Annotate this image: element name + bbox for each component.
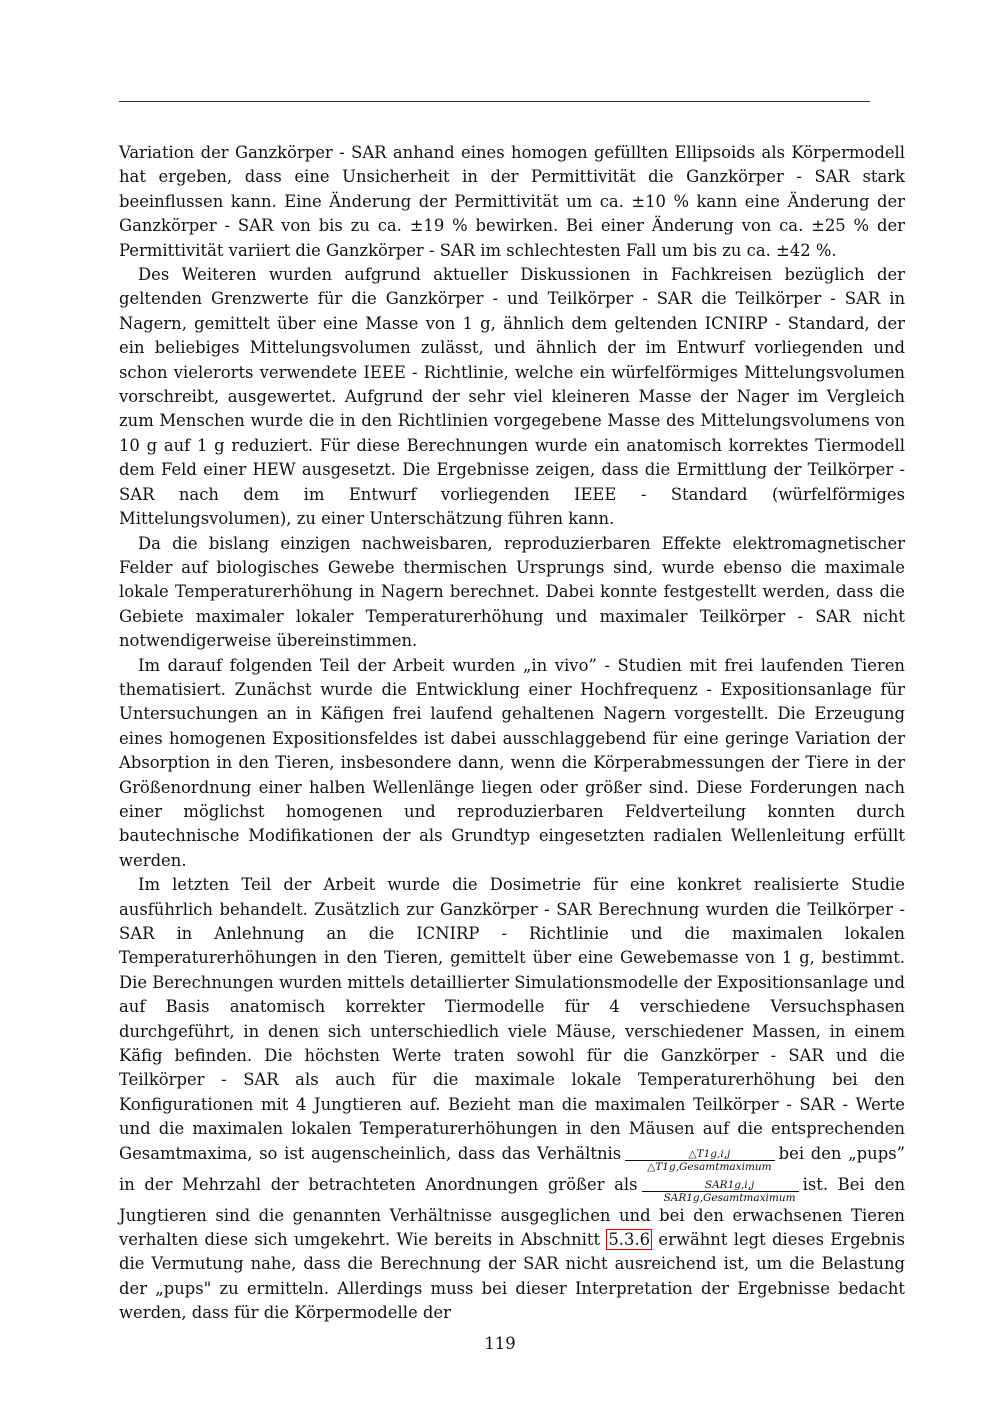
page-number: 119: [484, 1334, 516, 1353]
paragraph-1: Variation der Ganzkörper - SAR anhand eines homogen gefüllten Ellipsoids als Körpermodell hat ergeben, dass eine Unsicherheit in der Permittivität die Ganzkörper - SAR stark beeinflussen kann. Eine Änderung der Permittivität um ca. ±10 % kann eine Änderung der Ganzkörper - SAR von bis zu ca. ±19 % bewirken. Bei einer Änderung von ca. ±25 % der Permittivität variiert die Ganzkörper - SAR im schlechtesten Fall um bis zu ca. ±42 %.: [119, 143, 905, 260]
paragraph-5: [119, 873, 905, 1326]
body-text: [119, 141, 905, 1326]
temperature-ratio-numerator: △T1g,i,j: [625, 1148, 774, 1161]
sar-ratio-denominator: SAR1g,Gesamtmaximum: [663, 1191, 796, 1204]
paragraph-3: Da die bislang einzigen nachweisbaren, reproduzierbaren Effekte elektromagnetischer Felder auf biologisches Gewebe thermischen Ursprungs sind, wurde ebenso die maximale lokale Temperaturerhöhung in Nagern berechnet. Dabei konnte festgestellt werden, dass die Gebiete maximaler lokaler Temperaturerhöhung und maximaler Teilkörper - SAR nicht notwendigerweise übereinstimmen.: [119, 533, 905, 651]
sar-ratio-formula: [642, 1179, 799, 1204]
paragraph-4: Im darauf folgenden Teil der Arbeit wurden „in vivo” - Studien mit frei laufenden Tieren thematisiert. Zunächst wurde die Entwicklung einer Hochfrequenz - Expositionsanlage für Untersuchungen an in Käfigen frei laufend gehaltenen Nagern vorgestellt. Die Erzeugung eines homogenen Expositionsfeldes ist dabei ausschlaggebend für eine geringe Variation der Absorption in den Tieren, insbesondere dann, wenn die Körperabmessungen der Tiere in der Größenordnung einer halben Wellenlänge liegen oder größer sind. Diese Forderungen nach einer möglichst homogenen und reproduzierbaren Feldverteilung konnten durch bautechnische Modifikationen der als Grundtyp eingesetzten radialen Wellenleitung erfüllt werden.: [119, 655, 905, 870]
temperature-ratio-denominator: △T1g,Gesamtmaximum: [647, 1160, 772, 1173]
paragraph-2: Des Weiteren wurden aufgrund aktueller Diskussionen in Fachkreisen bezüglich der geltenden Grenzwerte für die Ganzkörper - und Teilkörper - SAR die Teilkörper - SAR in Nagern, gemittelt über eine Masse von 1 g, ähnlich dem geltenden ICNIRP - Standard, der ein beliebiges Mittelungsvolumen zulässt, und ähnlich der im Entwurf vorliegenden und schon vielerorts verwendete IEEE - Richtlinie, welche ein würfelförmiges Mittelungsvolumen vorschreibt, ausgewertet. Aufgrund der sehr viel kleineren Masse der Nager im Vergleich zum Menschen wurde die in den Richtlinien vorgegebene Masse des Mittelungsvolumens von 10 g auf 1 g reduziert. Für diese Berechnungen wurde ein anatomisch korrektes Tiermodell dem Feld einer HEW ausgesetzt. Die Ergebnisse zeigen, dass die Ermittlung der Teilkörper - SAR nach dem im Entwurf vorliegenden IEEE - Standard (würfelförmiges Mittelungsvolumen), zu einer Unterschätzung führen kann.: [119, 265, 905, 529]
temperature-ratio-formula: [625, 1148, 774, 1173]
paragraph-5-part-d: erwähnt legt dieses Ergebnis die Vermutung nahe, dass die Berechnung der SAR nicht ausreichend ist, um die Belastung der „pups" zu ermitteln. Allerdings muss bei dieser Interpretation der Ergebnisse bedacht werden, dass für die Körpermodelle der: [119, 1230, 906, 1323]
sar-ratio-numerator: SAR1g,i,j: [642, 1179, 799, 1192]
paragraph-5-part-b: bei den „pups” in der Mehrzahl der betrachteten Anordnungen größer als: [119, 1143, 905, 1194]
section-reference-link[interactable]: 5.3.6: [608, 1230, 651, 1250]
header-rule: [119, 101, 870, 102]
paragraph-5-part-c: ist. Bei den Jungtieren sind die genannten Verhältnisse ausgeglichen und bei den erwachsenen Tieren verhalten diese sich umgekehrt. Wie bereits in Abschnitt: [119, 1174, 905, 1250]
paragraph-5-part-a: Im letzten Teil der Arbeit wurde die Dosimetrie für eine konkret realisierte Studie ausführlich behandelt. Zusätzlich zur Ganzkörper - SAR Berechnung wurden die Teilkörper - SAR in Anlehnung an die ICNIRP - Richtlinie und die maximalen lokalen Temperaturerhöhungen in den Tieren, gemittelt über eine Gewebemasse von 1 g, bestimmt. Die Berechnungen wurden mittels detaillierter Simulationsmodelle der Expositionsanlage und auf Basis anatomisch korrekter Tiermodelle für 4 verschiedene Versuchsphasen durchgeführt, in denen sich unterschiedlich viele Mäuse, verschiedener Massen, in einem Käfig befinden. Die höchsten Werte traten sowohl für die Ganzkörper - SAR und die Teilkörper - SAR als auch für die maximale lokale Temperaturerhöhung bei den Konfigurationen mit 4 Jungtieren auf. Bezieht man die maximalen Teilkörper - SAR - Werte und die maximalen lokalen Temperaturerhöhungen in den Mäusen auf die entsprechenden Gesamtmaxima, so ist augenscheinlich, dass das Verhältnis: [119, 875, 905, 1163]
